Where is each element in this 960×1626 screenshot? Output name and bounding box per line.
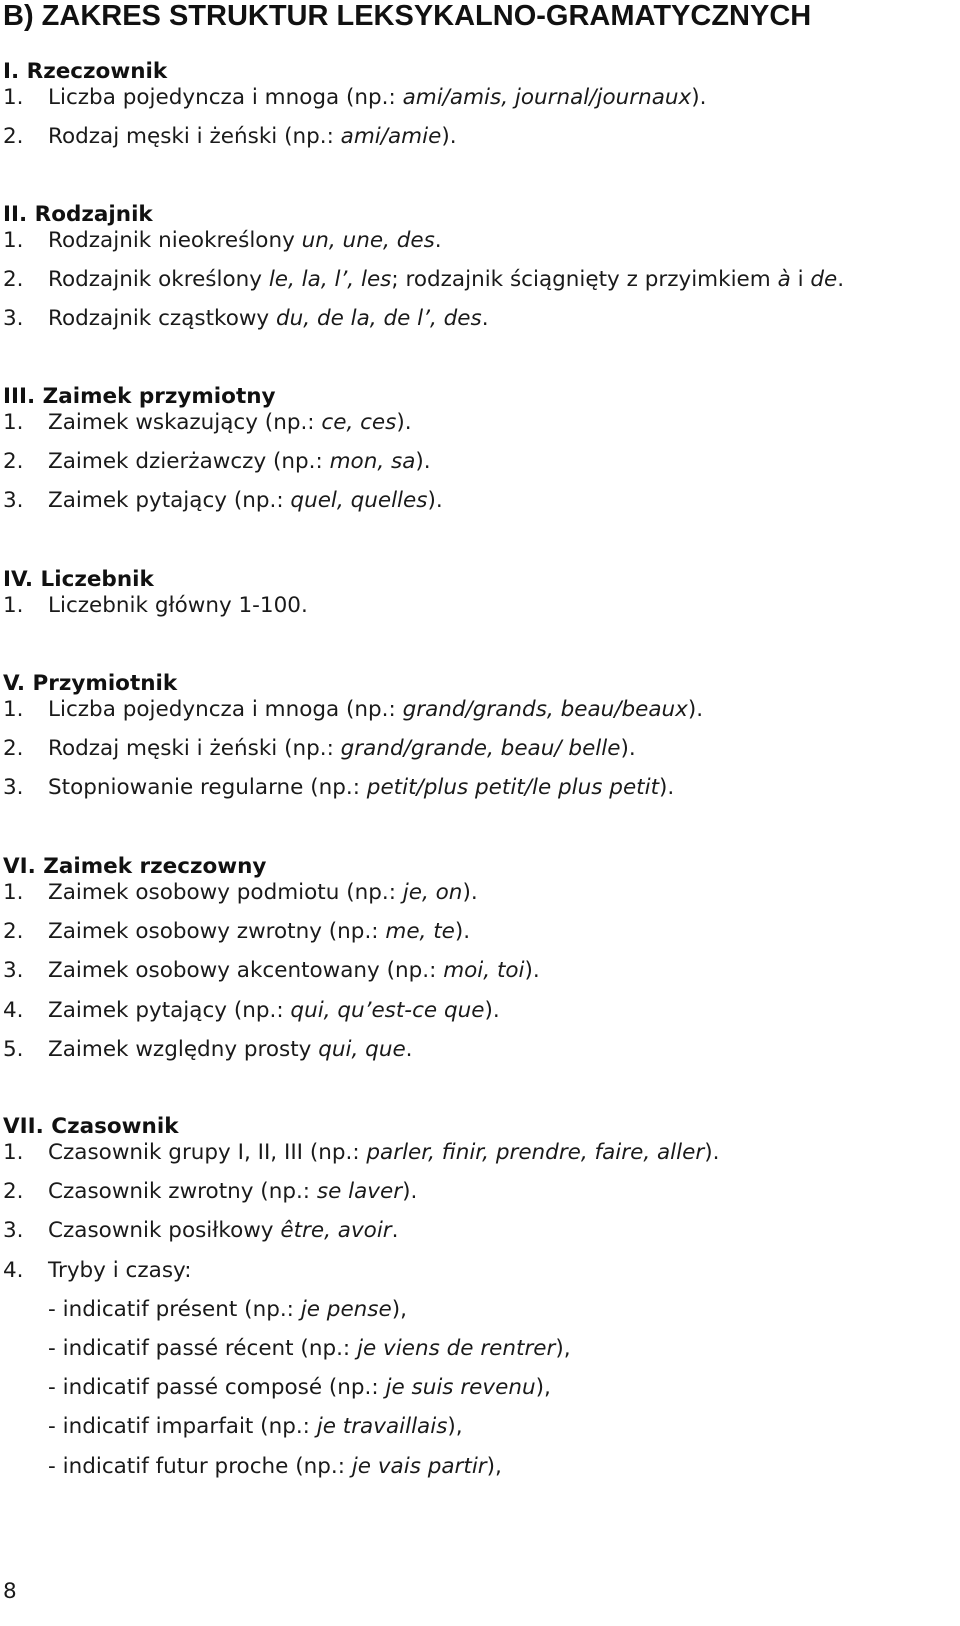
example-text: être, avoir: [280, 1218, 392, 1244]
list-item: [3, 266, 844, 294]
list-item: [3, 735, 636, 763]
item-number: 4.: [3, 1257, 24, 1283]
item-number: 3.: [3, 1218, 24, 1244]
example-text: le, la, l’, les: [268, 267, 392, 293]
list-item: [3, 592, 308, 620]
item-text: .: [434, 228, 442, 253]
item-text: Zaimek wskazujący (np.:: [48, 410, 322, 435]
item-text: ),: [447, 1414, 463, 1440]
item-text: .: [391, 1218, 399, 1244]
item-text: ).: [659, 775, 675, 801]
item-text: - indicatif passé récent (np.:: [48, 1336, 358, 1361]
list-item: [3, 1036, 413, 1064]
item-text: Liczba pojedyncza i mnoga (np.:: [48, 85, 403, 110]
item-number: 2.: [3, 919, 24, 945]
list-item: [3, 1257, 191, 1285]
item-text: ).: [687, 697, 704, 722]
example-text: ami/amie: [340, 124, 442, 150]
item-text: .: [405, 1036, 413, 1062]
item-text: ).: [704, 1140, 720, 1165]
item-text: - indicatif passé composé (np.:: [48, 1375, 386, 1401]
list-subitem: [48, 1335, 571, 1363]
example-text: parler, finir, prendre, faire, aller: [366, 1140, 705, 1165]
example-text: qui, qu’est-ce que: [290, 997, 485, 1023]
list-item: [3, 1139, 719, 1167]
list-item: [3, 84, 706, 112]
item-text: Stopniowanie regularne (np.:: [48, 775, 367, 801]
item-number: 3.: [3, 306, 24, 332]
item-text: - indicatif imparfait (np.:: [48, 1414, 317, 1440]
example-text: je viens de rentrer: [357, 1336, 556, 1361]
item-text: Zaimek osobowy akcentowany (np.:: [48, 958, 444, 984]
section-heading: IV. Liczebnik: [3, 567, 154, 592]
example-text: petit/plus petit/le plus petit: [366, 775, 660, 801]
item-text: .: [481, 306, 489, 332]
section-heading: II. Rodzajnik: [3, 202, 153, 227]
list-item: [3, 696, 703, 724]
item-number: 1.: [3, 880, 24, 905]
item-text: ).: [691, 85, 707, 110]
item-text: Zaimek pytający (np.:: [48, 997, 291, 1023]
item-text: Zaimek względny prosty: [48, 1036, 319, 1062]
list-subitem: [48, 1374, 551, 1402]
example-text: je vais partir: [351, 1453, 487, 1479]
item-text: Czasownik grupy I, II, III (np.:: [48, 1140, 367, 1165]
item-number: 1.: [3, 85, 24, 110]
list-item: [3, 879, 478, 907]
list-item: [3, 997, 500, 1025]
item-text: Rodzajnik określony: [48, 267, 269, 293]
item-text: Tryby i czasy:: [48, 1257, 192, 1283]
list-item: [3, 1217, 398, 1245]
item-text: Zaimek osobowy zwrotny (np.:: [48, 919, 386, 945]
item-number: 1.: [3, 697, 24, 722]
list-item: [3, 774, 674, 802]
example-text: moi, toi: [443, 958, 525, 984]
item-text: ).: [462, 880, 478, 905]
item-number: 1.: [3, 593, 24, 618]
example-text: je travaillais: [316, 1414, 448, 1440]
example-text: je, on: [402, 880, 463, 905]
item-text: ).: [441, 124, 457, 150]
item-number: 1.: [3, 1140, 24, 1165]
section-heading: I. Rzeczownik: [3, 59, 168, 84]
item-number: 2.: [3, 736, 24, 762]
item-number: 2.: [3, 449, 24, 475]
item-text: ).: [415, 449, 431, 475]
item-text: Zaimek pytający (np.:: [48, 488, 291, 514]
item-text: Rodzaj męski i żeński (np.:: [48, 124, 341, 150]
list-item: [3, 305, 489, 333]
section-heading: III. Zaimek przymiotny: [3, 384, 276, 409]
item-text: .: [837, 267, 845, 293]
item-text: ),: [486, 1453, 502, 1479]
section-heading: VII. Czasownik: [3, 1114, 179, 1139]
page-number: 8: [3, 1579, 17, 1604]
example-text: je pense: [300, 1296, 392, 1322]
item-text: ).: [620, 736, 636, 762]
item-text: - indicatif présent (np.:: [48, 1296, 301, 1322]
example-text: qui, que: [318, 1036, 406, 1062]
list-item: [3, 409, 412, 437]
example-text: me, te: [385, 919, 455, 945]
example-text: ami/amis, journal/journaux: [402, 85, 692, 110]
item-text: ),: [391, 1296, 407, 1322]
item-text: ),: [555, 1336, 571, 1361]
example-text: un, une, des: [301, 228, 435, 253]
item-number: 2.: [3, 124, 24, 150]
item-number: 3.: [3, 775, 24, 801]
list-subitem: [48, 1413, 463, 1441]
item-number: 5.: [3, 1036, 24, 1062]
example-text: se laver: [316, 1179, 403, 1205]
example-text: mon, sa: [329, 449, 416, 475]
item-text: - indicatif futur proche (np.:: [48, 1453, 352, 1479]
example-text: je suis revenu: [385, 1375, 536, 1401]
item-number: 1.: [3, 410, 24, 435]
item-text: Rodzaj męski i żeński (np.:: [48, 736, 341, 762]
example-text: grand/grands, beau/beaux: [402, 697, 688, 722]
example-text: grand/grande, beau/ belle: [340, 736, 621, 762]
item-text: Zaimek dzierżawczy (np.:: [48, 449, 330, 475]
item-number: 1.: [3, 228, 24, 253]
item-number: 2.: [3, 1179, 24, 1205]
example-text: à: [777, 267, 791, 293]
item-text: Liczebnik główny 1-100.: [48, 593, 308, 618]
list-item: [3, 957, 540, 985]
item-text: Czasownik posiłkowy: [48, 1218, 281, 1244]
item-text: ; rodzajnik ściągnięty z przyimkiem: [391, 267, 778, 293]
list-subitem: [48, 1296, 407, 1324]
example-text: du, de la, de l’, des: [276, 306, 482, 332]
example-text: de: [810, 267, 838, 293]
item-text: ).: [396, 410, 412, 435]
item-text: Czasownik zwrotny (np.:: [48, 1179, 317, 1205]
list-item: [3, 448, 431, 476]
list-item: [3, 123, 457, 151]
item-text: ).: [427, 488, 443, 514]
item-text: Rodzajnik cząstkowy: [48, 306, 276, 332]
list-item: [3, 918, 470, 946]
item-text: Liczba pojedyncza i mnoga (np.:: [48, 697, 403, 722]
item-text: ),: [535, 1375, 551, 1401]
section-heading: VI. Zaimek rzeczowny: [3, 854, 267, 879]
list-item: [3, 227, 442, 255]
item-number: 2.: [3, 267, 24, 293]
item-text: Zaimek osobowy podmiotu (np.:: [48, 880, 403, 905]
list-item: [3, 1178, 417, 1206]
item-text: i: [790, 267, 811, 293]
item-text: ).: [402, 1179, 418, 1205]
item-number: 3.: [3, 488, 24, 514]
item-text: ).: [524, 958, 540, 984]
document-title: B) ZAKRES STRUKTUR LEKSYKALNO-GRAMATYCZNYCH: [3, 0, 812, 32]
list-item: [3, 487, 443, 515]
item-number: 3.: [3, 958, 24, 984]
example-text: ce, ces: [321, 410, 397, 435]
item-text: ).: [454, 919, 471, 945]
item-text: ).: [484, 997, 500, 1023]
section-heading: V. Przymiotnik: [3, 671, 178, 696]
list-subitem: [48, 1453, 502, 1481]
item-number: 4.: [3, 997, 24, 1023]
item-text: Rodzajnik nieokreślony: [48, 228, 302, 253]
example-text: quel, quelles: [290, 488, 428, 514]
